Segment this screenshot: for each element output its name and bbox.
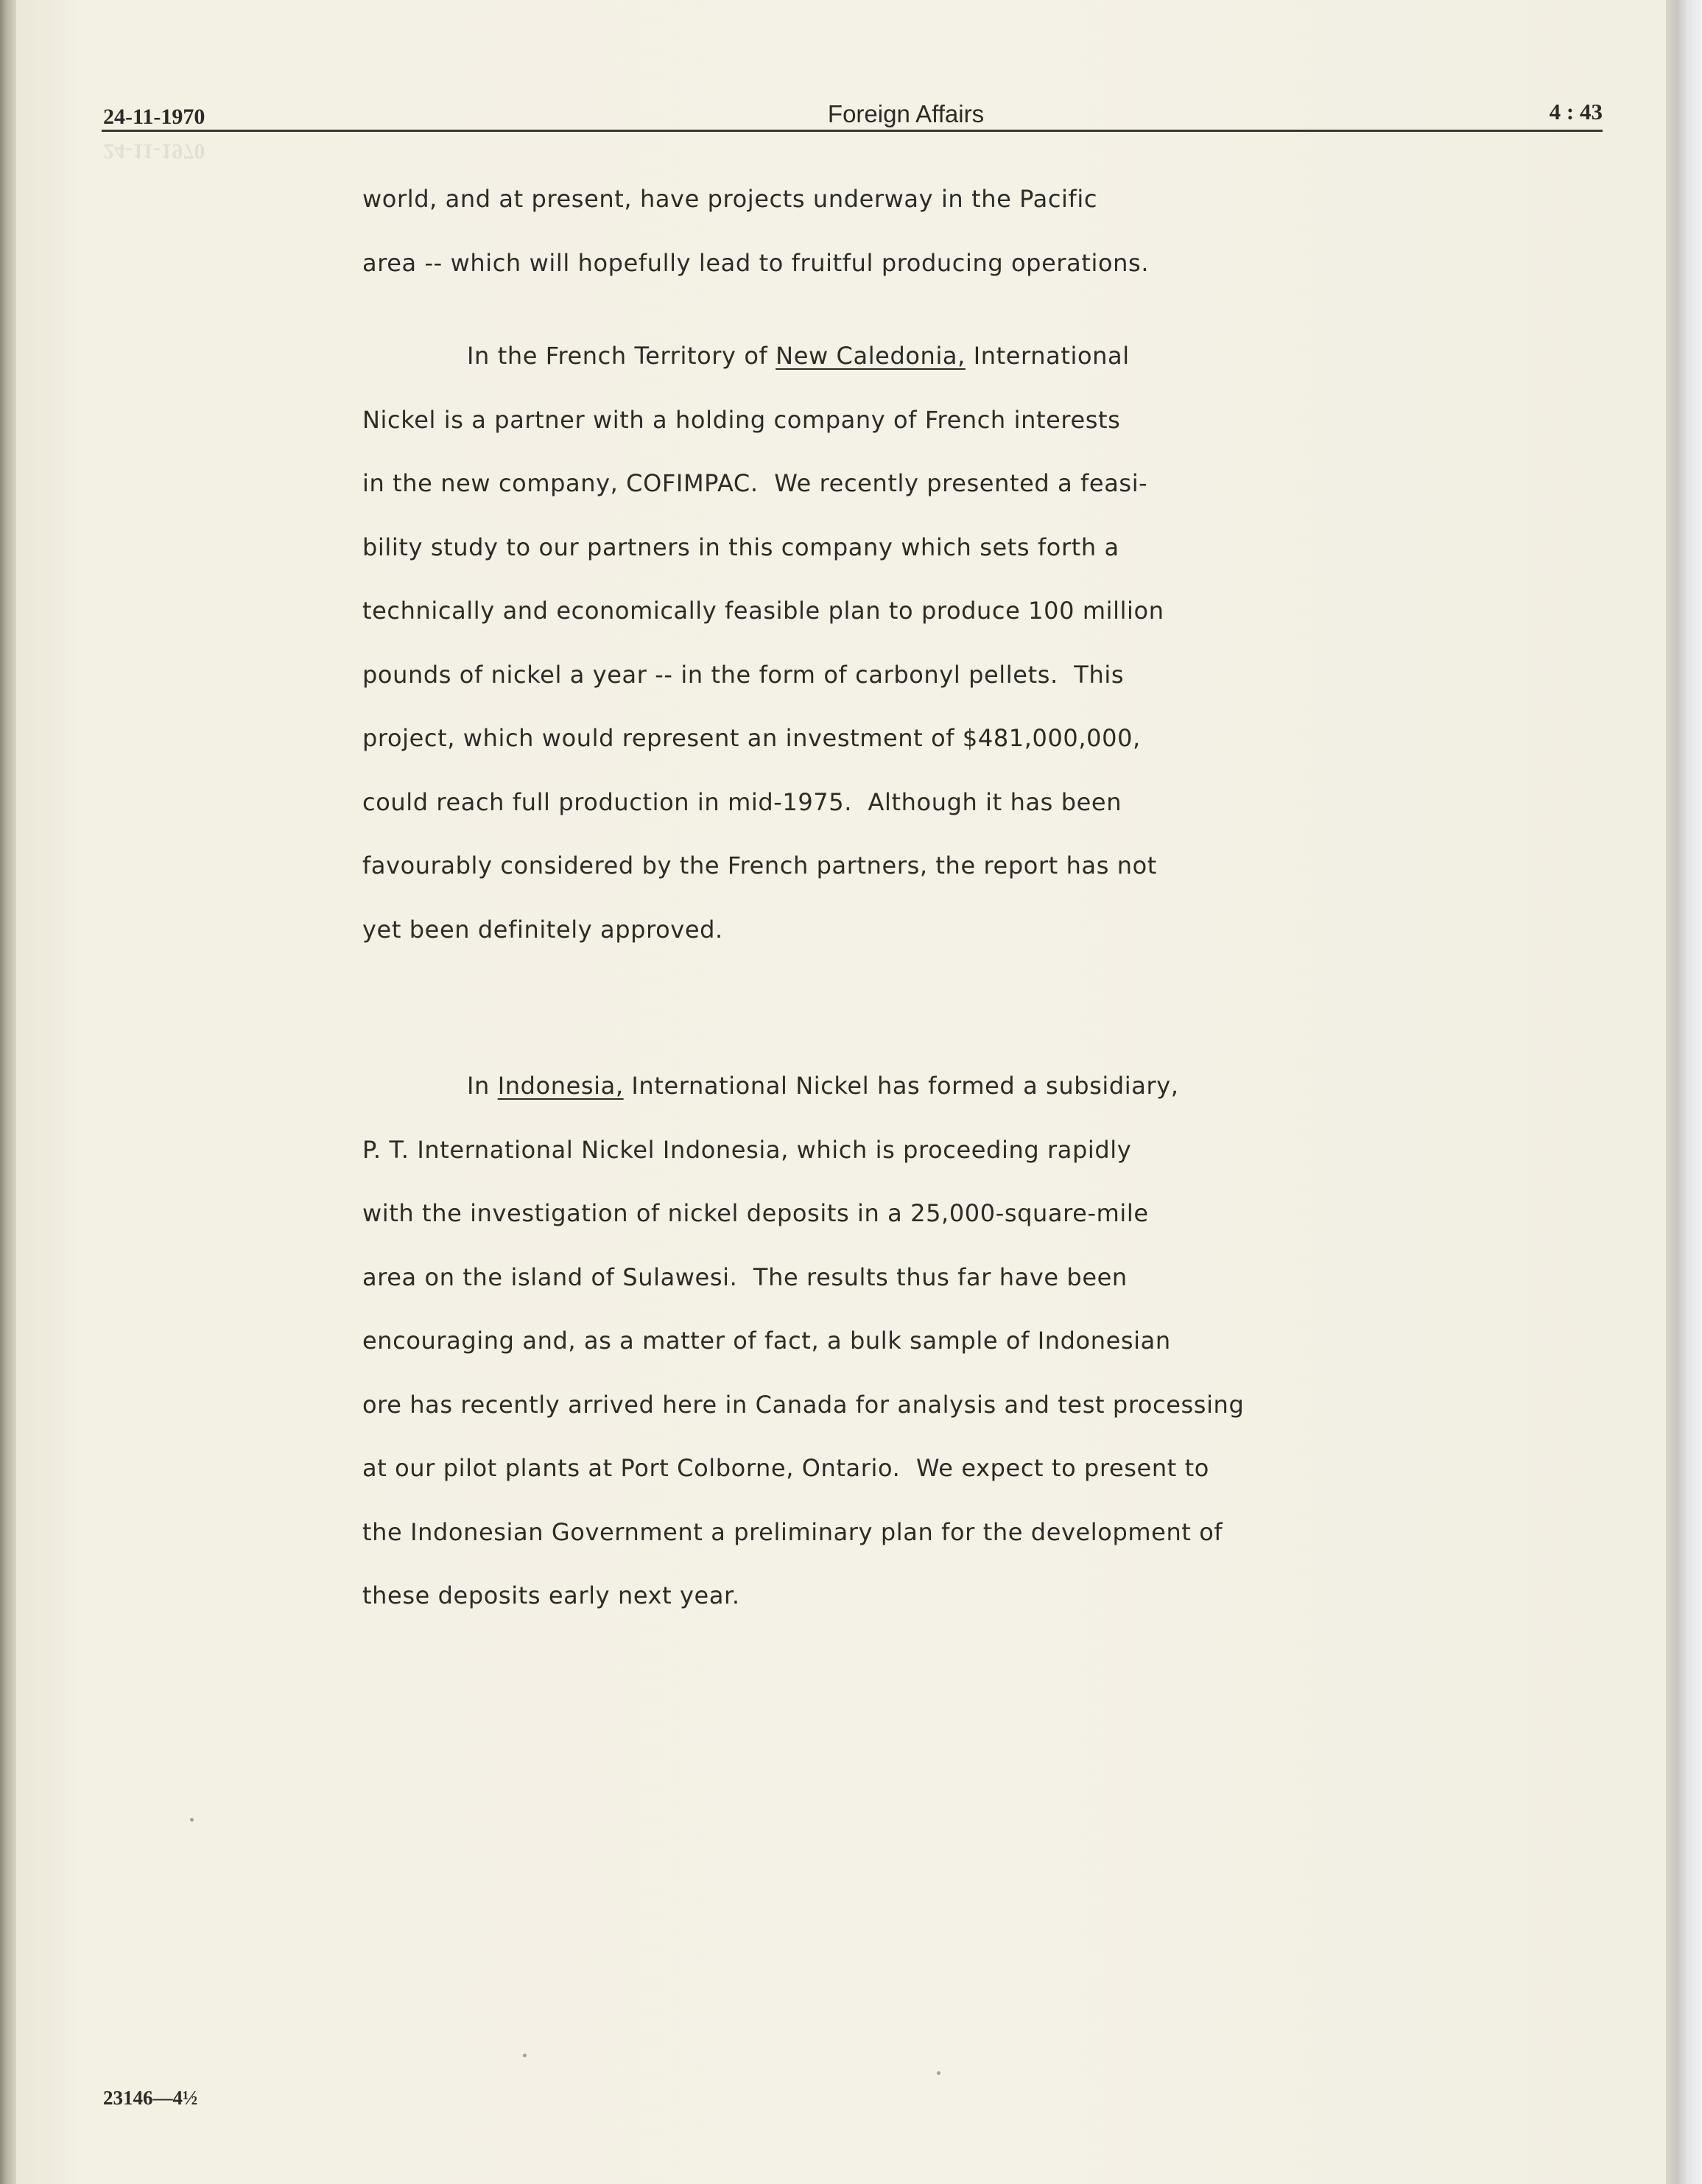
header-page-number: 4 : 43 xyxy=(1549,99,1603,124)
text-line: at our pilot plants at Port Colborne, Ontario. We expect to present to xyxy=(362,1454,1209,1482)
text-line: technically and economically feasible plan to produce 100 million xyxy=(362,597,1164,625)
underlined-place-name: Indonesia, xyxy=(497,1072,624,1100)
running-header xyxy=(103,97,1603,130)
paragraph-1 xyxy=(362,183,1364,310)
footer-print-code: 23146—4½ xyxy=(103,2087,198,2109)
show-through-header-date: 24-11-1970 xyxy=(103,139,205,164)
text-line: area on the island of Sulawesi. The results thus far have been xyxy=(362,1263,1128,1291)
text-run: In the French Territory of xyxy=(467,342,776,370)
text-line: bility study to our partners in this company which sets forth a xyxy=(362,533,1119,561)
page-right-margin xyxy=(1666,0,1702,2184)
text-line: with the investigation of nickel deposits in a 25,000-square-mile xyxy=(362,1199,1149,1227)
text-line: these deposits early next year. xyxy=(362,1581,740,1609)
text-line: world, and at present, have projects underway in the Pacific xyxy=(362,185,1098,213)
text-run: International xyxy=(965,342,1130,370)
text-run: In xyxy=(467,1072,498,1100)
text-line: Nickel is a partner with a holding company of French interests xyxy=(362,405,1121,434)
paper-speck xyxy=(190,1818,194,1822)
text-line: ore has recently arrived here in Canada for analysis and test processing xyxy=(362,1390,1245,1419)
header-title: Foreign Affairs xyxy=(827,100,985,127)
text-run: International Nickel has formed a subsidiary, xyxy=(623,1072,1179,1100)
text-line: in the new company, COFIMPAC. We recently presented a feasi- xyxy=(362,469,1148,497)
body-text xyxy=(362,183,1364,1643)
text-line: could reach full production in mid-1975. Although it has been xyxy=(362,787,1122,816)
text-line: favourably considered by the French partners, the report has not xyxy=(362,852,1157,879)
text-line: yet been definitely approved. xyxy=(362,915,723,944)
text-line: pounds of nickel a year -- in the form of carbonyl pellets. This xyxy=(362,660,1125,689)
text-line: encouraging and, as a matter of fact, a bulk sample of Indonesian xyxy=(362,1327,1171,1355)
paragraph-first-line xyxy=(362,340,1364,404)
paper-speck xyxy=(523,2054,527,2057)
header-date: 24-11-1970 xyxy=(103,105,205,129)
text-line: project, which would represent an investment of $481,000,000, xyxy=(362,724,1141,752)
paragraph-3 xyxy=(362,1070,1364,1643)
paper-speck xyxy=(937,2071,940,2075)
text-line: area -- which will hopefully lead to fruitful producing operations. xyxy=(362,248,1150,277)
text-line: P. T. International Nickel Indonesia, which is proceeding rapidly xyxy=(362,1135,1132,1164)
paragraph-2 xyxy=(362,340,1364,977)
text-line: the Indonesian Government a preliminary plan for the development of xyxy=(362,1517,1223,1546)
header-rule xyxy=(102,130,1603,132)
underlined-place-name: New Caledonia, xyxy=(776,342,966,370)
paragraph-first-line xyxy=(362,1070,1364,1134)
page-binding-edge xyxy=(0,0,16,2184)
